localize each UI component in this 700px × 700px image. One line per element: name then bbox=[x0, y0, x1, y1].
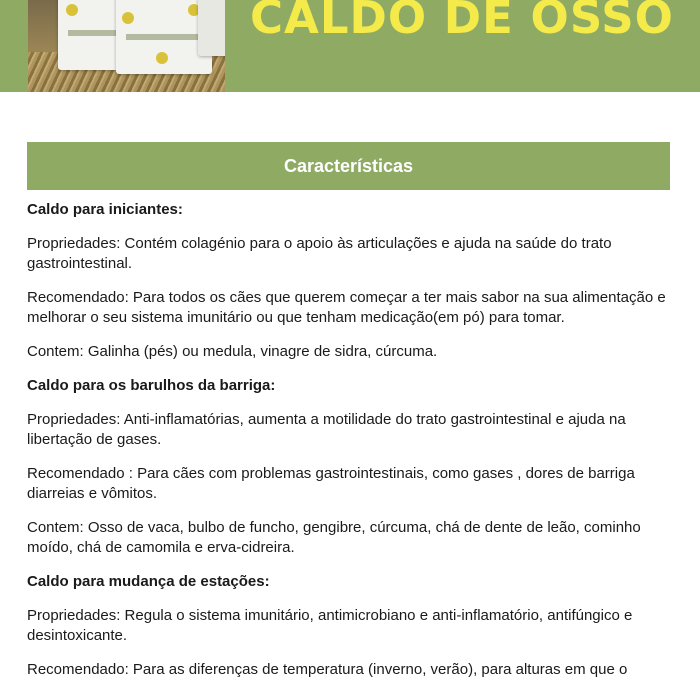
broth-heading: Caldo para iniciantes: bbox=[27, 201, 183, 218]
broth-properties: Propriedades: Contém colagénio para o apoio às articulações e ajuda na saúde do trato gastrointestinal. bbox=[27, 235, 612, 272]
broth-list bbox=[27, 200, 675, 694]
lemon-decoration-icon bbox=[156, 52, 168, 64]
hero-banner bbox=[0, 0, 700, 92]
lemon-decoration-icon bbox=[66, 4, 78, 16]
broth-heading: Caldo para mudança de estações: bbox=[27, 573, 270, 590]
section-header bbox=[27, 142, 670, 190]
broth-contains: Contem: Osso de vaca, bulbo de funcho, gengibre, cúrcuma, chá de dente de leão, cominho moído, chá de camomila e erva-cidreira. bbox=[27, 519, 641, 556]
broth-properties: Propriedades: Regula o sistema imunitário, antimicrobiano e anti-inflamatório, antifúngico e desintoxicante. bbox=[27, 607, 633, 644]
broth-contains: Contem: Galinha (pés) ou medula, vinagre de sidra, cúrcuma. bbox=[27, 343, 438, 360]
broth-properties: Propriedades: Anti-inflamatórias, aumenta a motilidade do trato gastrointestinal e ajuda na libertação de gases. bbox=[27, 411, 626, 448]
section-title: Características bbox=[283, 155, 414, 176]
product-bag bbox=[198, 0, 225, 56]
product-photo bbox=[28, 0, 225, 92]
broth-recommended: Recomendado: Para todos os cães que querem começar a ter mais sabor na sua alimentação e melhorar o seu sistema imunitário ou que tenham medicação(em pó) para tomar. bbox=[27, 289, 666, 326]
broth-heading: Caldo para os barulhos da barriga: bbox=[27, 377, 276, 394]
bag-label bbox=[126, 34, 202, 40]
broth-recommended: Recomendado: Para as diferenças de temperatura (inverno, verão), para alturas em que o bbox=[27, 661, 628, 678]
broth-recommended: Recomendado : Para cães com problemas gastrointestinais, como gases , dores de barriga diarreias e vômitos. bbox=[27, 465, 635, 502]
lemon-decoration-icon bbox=[122, 12, 134, 24]
page-title: CALDO DE OSSO bbox=[250, 0, 674, 44]
